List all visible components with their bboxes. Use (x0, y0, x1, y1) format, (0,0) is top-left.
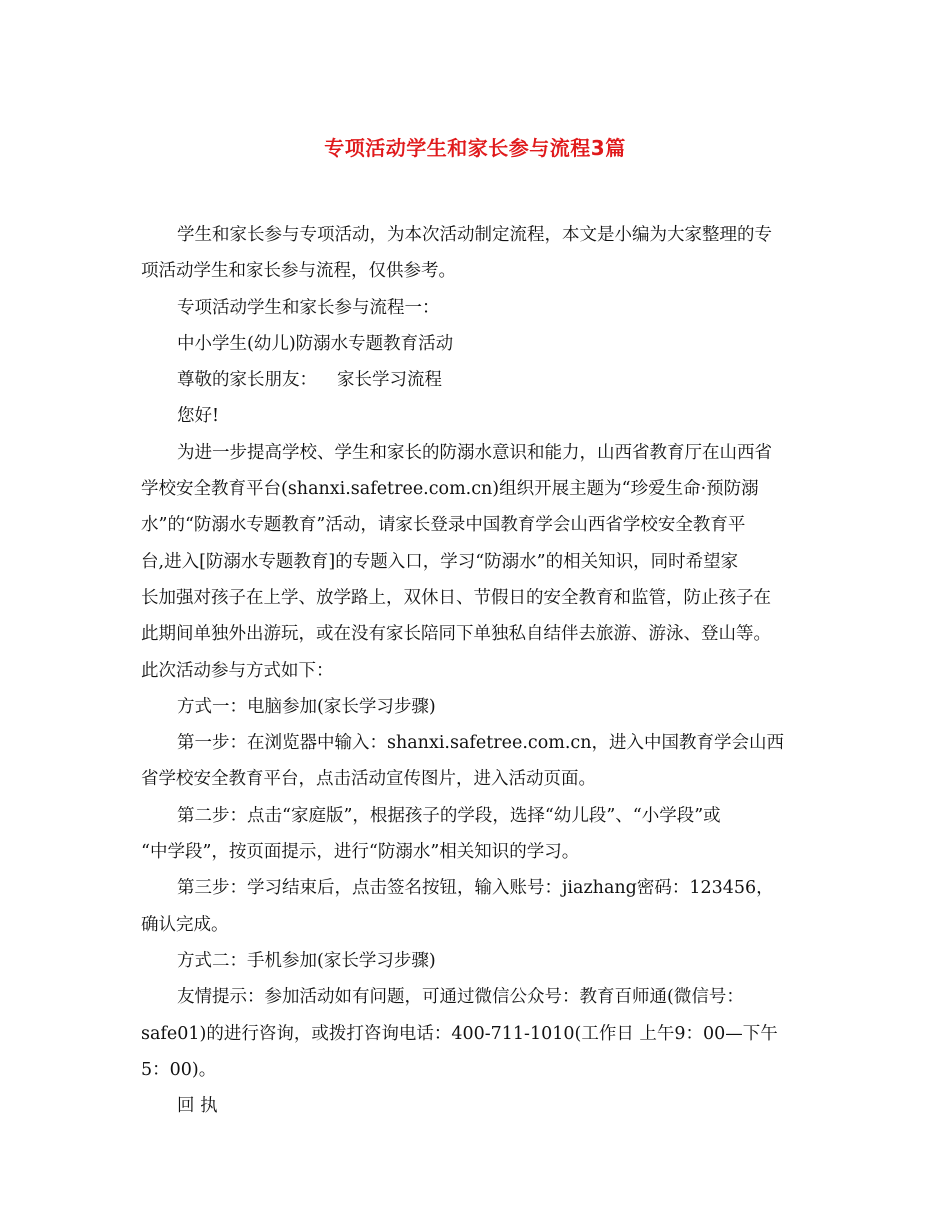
activity-name: 中小学生(幼儿)防溺水专题教育活动 (177, 333, 454, 354)
step-three-paragraph (141, 870, 817, 943)
text-line: 友情提示：参加活动如有问题，可通过微信公众号：教育百师通(微信号： (177, 987, 744, 1008)
method-one-heading: 方式一：电脑参加(家长学习步骤) (177, 696, 436, 717)
text-line: 第一步：在浏览器中输入：shanxi.safetree.com.cn，进入中国教育学会山西 (177, 733, 784, 754)
section-heading: 专项活动学生和家长参与流程一： (177, 297, 440, 318)
text-line: 项活动学生和家长参与流程，仅供参考。 (141, 261, 456, 282)
method-two-heading: 方式二：手机参加(家长学习步骤) (177, 950, 436, 971)
salutation: 尊敬的家长朋友： (177, 370, 317, 391)
study-process-label: 家长学习流程 (337, 370, 442, 391)
salutation-line (141, 362, 817, 398)
document-title: 专项活动学生和家长参与流程3篇 (324, 136, 626, 160)
text-line: 第二步：点击“家庭版”，根据孩子的学段，选择“幼儿段”、“小学段”或 (177, 805, 721, 826)
greeting: 您好! (177, 406, 220, 427)
text-line: 确认完成。 (141, 914, 229, 935)
text-line: 学校安全教育平台(shanxi.safetree.com.cn)组织开展主题为“珍爱生命·预防溺 (141, 479, 759, 500)
text-line: 此次活动参与方式如下： (141, 660, 334, 681)
text-line: 长加强对孩子在上学、放学路上，双休日、节假日的安全教育和监管，防止孩子在 (141, 587, 771, 608)
intro-paragraph (141, 217, 817, 290)
document-body (141, 217, 817, 1124)
text-line: 此期间单独外出游玩，或在没有家长陪同下单独私自结伴去旅游、游泳、登山等。 (141, 624, 771, 645)
step-one-paragraph (141, 725, 817, 798)
tip-paragraph (141, 979, 817, 1088)
text-line: 为进一步提高学校、学生和家长的防溺水意识和能力，山西省教育厅在山西省 (177, 442, 772, 463)
text-line: 第三步：学习结束后，点击签名按钮，输入账号：jiazhang密码：123456， (177, 878, 774, 899)
text-line: 水”的“防溺水专题教育”活动，请家长登录中国教育学会山西省学校安全教育平 (141, 515, 746, 536)
text-line: 5：00)。 (141, 1059, 217, 1080)
text-line: safe01)的进行咨询，或拨打咨询电话：400-711-1010(工作日 上午9：00—下午 (141, 1023, 778, 1044)
step-two-paragraph (141, 798, 817, 871)
text-line: 学生和家长参与专项活动，为本次活动制定流程，本文是小编为大家整理的专 (177, 225, 772, 245)
text-line: 台,进入[防溺水专题教育]的专题入口，学习“防溺水”的相关知识，同时希望家 (141, 551, 739, 572)
receipt-heading: 回 执 (177, 1096, 218, 1117)
text-line: “中学段”，按页面提示，进行“防溺水”相关知识的学习。 (141, 842, 580, 863)
text-line: 省学校安全教育平台，点击活动宣传图片，进入活动页面。 (141, 769, 596, 790)
notice-paragraph (141, 435, 817, 689)
